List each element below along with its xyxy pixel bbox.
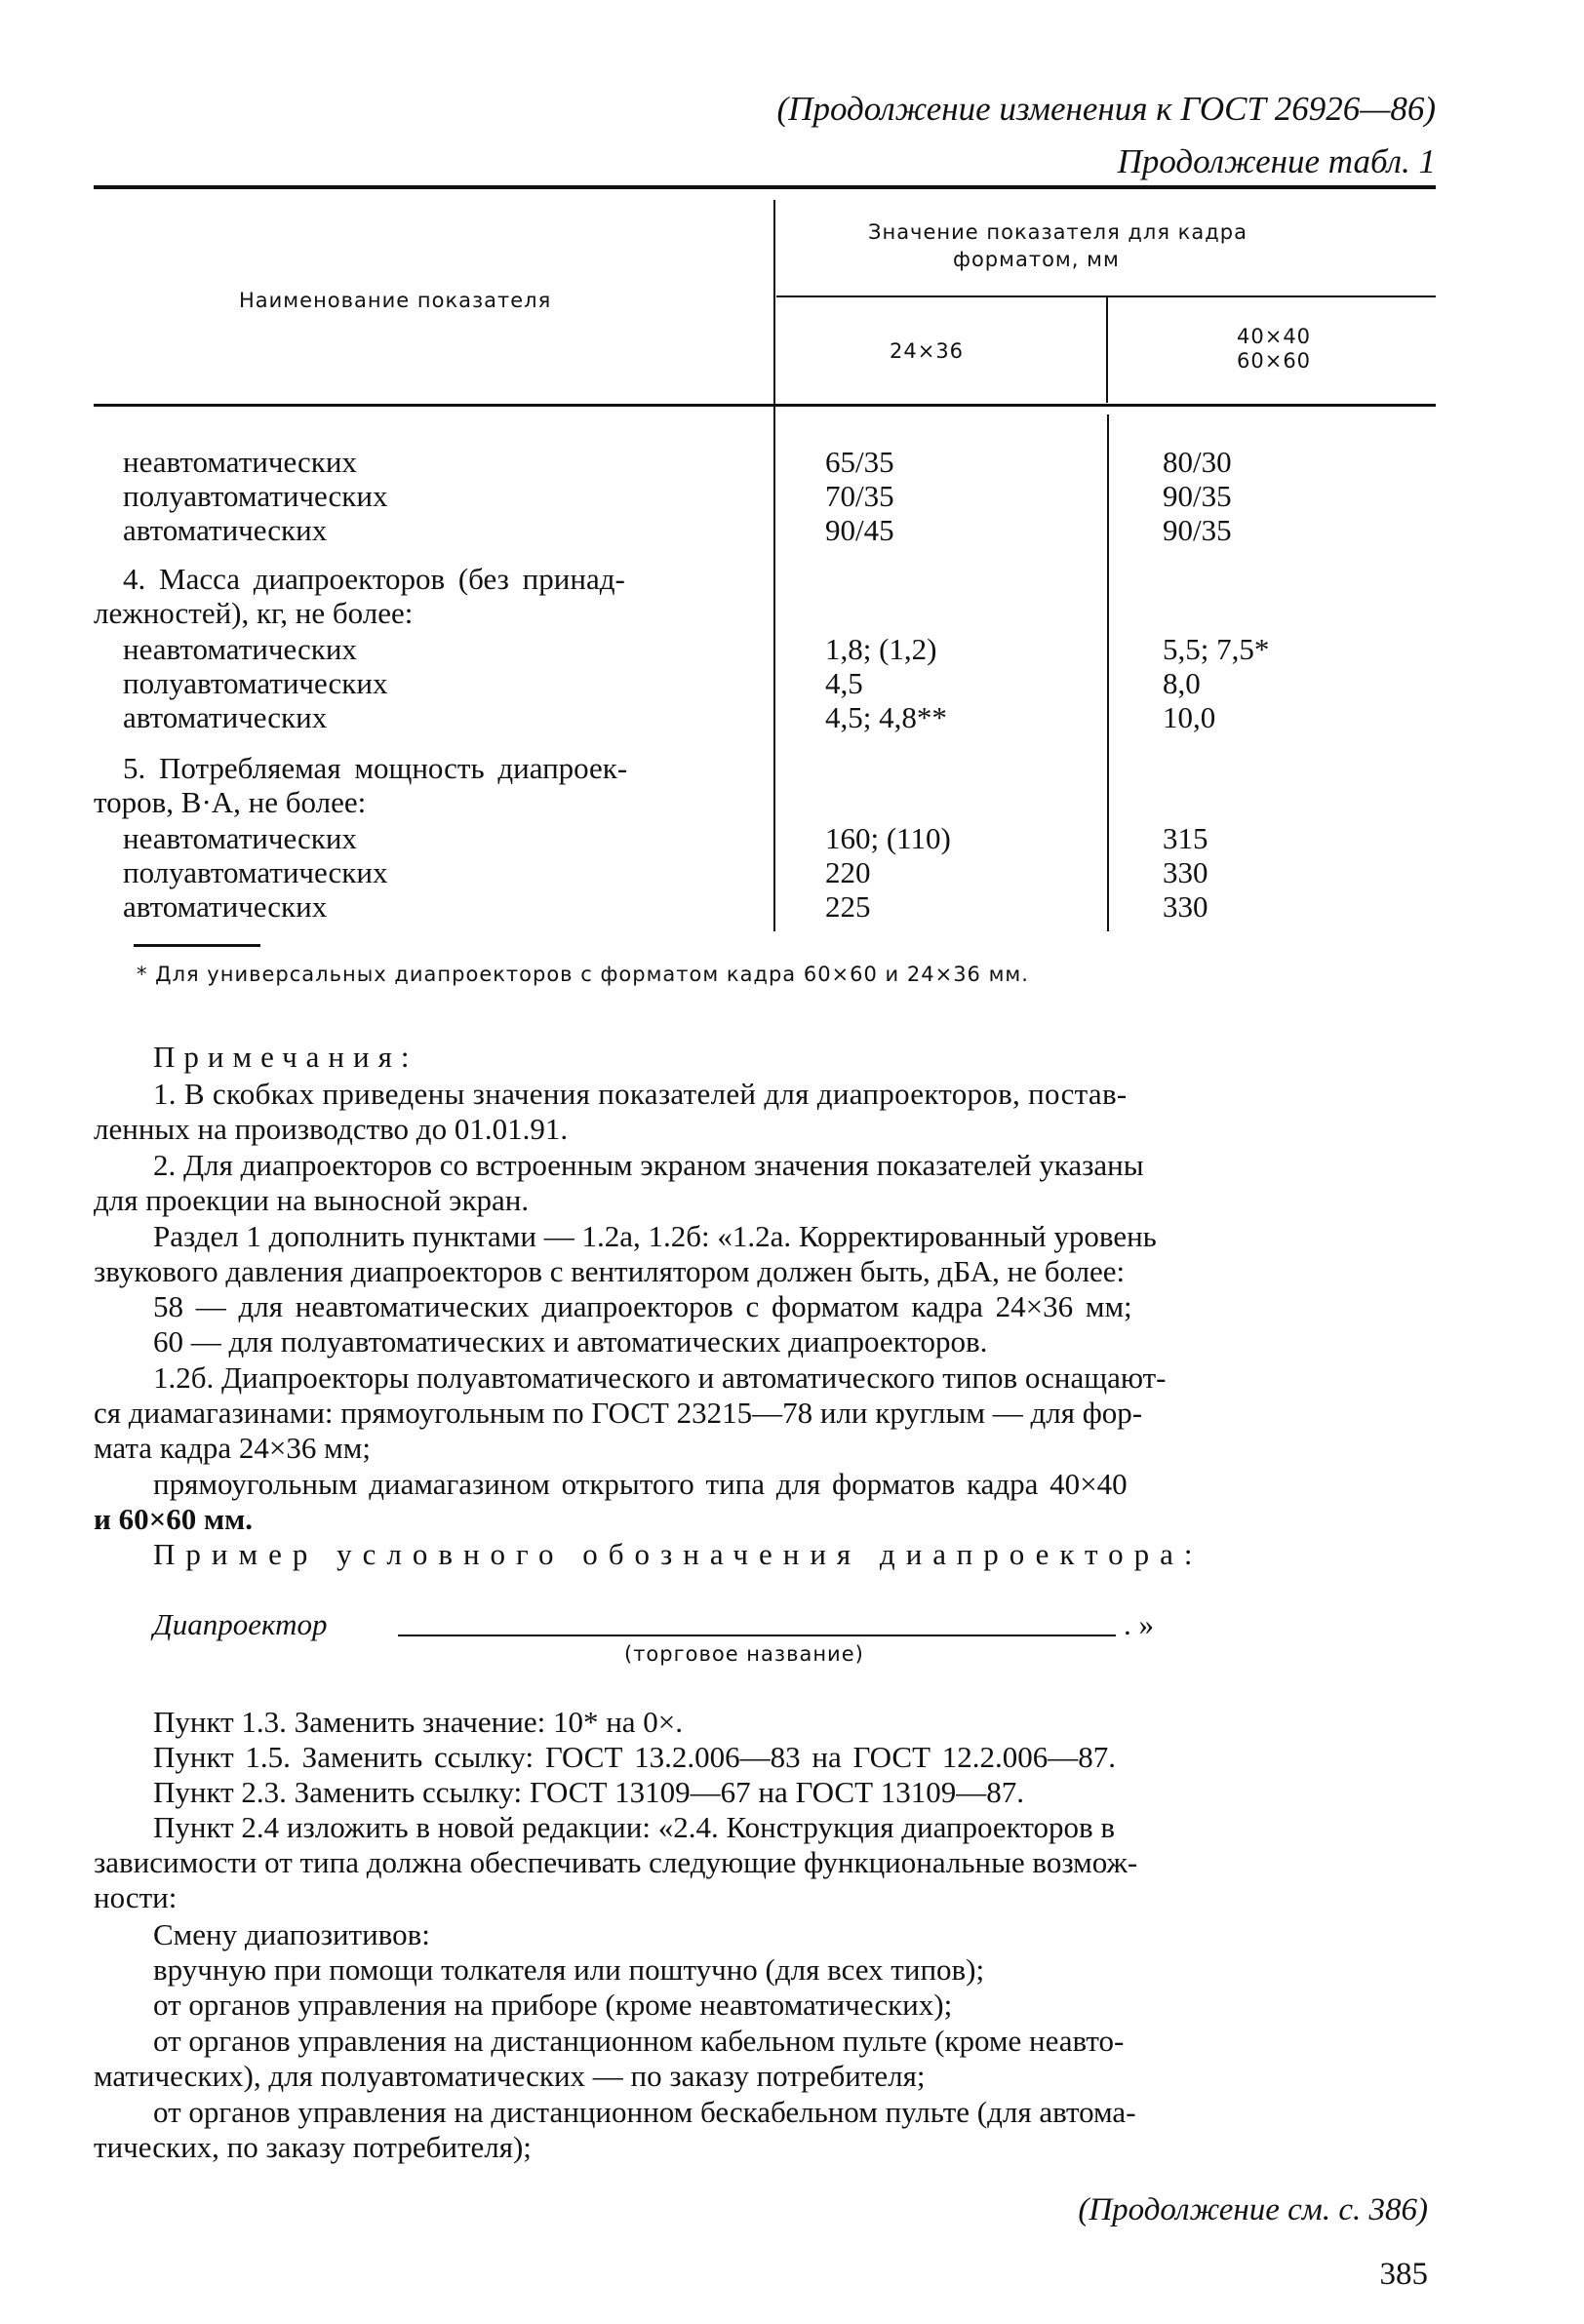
- table-top-rule: [94, 185, 1436, 189]
- col-40x40-header-line2: 60×60: [1237, 349, 1312, 373]
- body-text: вручную при помощи толкателя или поштучно (для всех типов);: [153, 1952, 985, 1987]
- continued-label: (Продолжение см. с. 386): [1078, 2192, 1428, 2227]
- body-text: и 60×60 мм.: [94, 1502, 254, 1536]
- body-text: ся диамагазинами: прямоугольным по ГОСТ 23215—78 или круглым — для фор-: [94, 1396, 1143, 1430]
- body-text: Пункт 2.4 изложить в новой редакции: «2.4. Конструкция диапроекторов в: [153, 1810, 1115, 1844]
- designation-end: . »: [1124, 1607, 1154, 1641]
- table-header-bottom-rule: [94, 404, 1436, 407]
- body-text: 58 — для неавтоматических диапроекторов с форматом кадра 24×36 мм;: [153, 1289, 1132, 1323]
- note-2-line2: для проекции на выносной экран.: [94, 1183, 530, 1217]
- table-row: лежностей), кг, не более:: [94, 596, 414, 630]
- table-row: полуавтоматических: [123, 479, 388, 513]
- designation-word: Диапроектор: [153, 1607, 328, 1641]
- body-text: Раздел 1 дополнить пунктами — 1.2а, 1.2б: «1.2а. Корректированный уровень: [153, 1219, 1157, 1253]
- table-cell: 8,0: [1163, 666, 1201, 700]
- body-text: звукового давления диапроекторов с вентилятором должен быть, дБА, не более:: [94, 1254, 1126, 1288]
- table-cell: 225: [825, 889, 871, 924]
- table-cell: 10,0: [1163, 700, 1216, 734]
- body-text: от органов управления на приборе (кроме неавтоматических);: [153, 1988, 953, 2022]
- table-col-divider-2-body: [1107, 414, 1109, 931]
- table-cell: 90/35: [1163, 513, 1232, 547]
- body-text: тических, по заказу потребителя);: [94, 2130, 532, 2164]
- col-name-header: Наименование показателя: [239, 289, 552, 312]
- table-row: автоматических: [123, 889, 328, 924]
- table-row: неавтоматических: [123, 445, 357, 479]
- body-text: зависимости от типа должна обеспечивать следующие функциональные возмож-: [94, 1845, 1138, 1879]
- table-col-divider-1: [773, 200, 775, 931]
- table-row: автоматических: [123, 513, 328, 547]
- table-cell: 220: [825, 855, 871, 889]
- body-text: матических), для полуавтоматических — по заказу потребителя;: [94, 2059, 926, 2093]
- table-cell: 65/35: [825, 445, 894, 479]
- table-cell: 160; (110): [825, 821, 951, 855]
- table-row: полуавтоматических: [123, 855, 388, 889]
- table-cell: 80/30: [1163, 445, 1232, 479]
- designation-blank-line: [398, 1635, 1116, 1636]
- col-40x40-header-line1: 40×40: [1237, 325, 1312, 348]
- example-title: Пример условного обозначения диапроектора:: [153, 1537, 1204, 1571]
- table-cell: 315: [1163, 821, 1208, 855]
- table-footnote: * Для универсальных диапроекторов с форматом кадра 60×60 и 24×36 мм.: [137, 963, 1029, 986]
- table-row: 5. Потребляемая мощность диапроек-: [123, 751, 628, 785]
- body-text: прямоугольным диамагазином открытого типа для форматов кадра 40×40: [153, 1467, 1128, 1501]
- body-text: 1.2б. Диапроекторы полуавтоматического и автоматического типов оснащают-: [153, 1360, 1167, 1395]
- body-text: от органов управления на дистанционном кабельном пульте (кроме неавто-: [153, 2024, 1125, 2058]
- body-text: Пункт 1.3. Заменить значение: 10* на 0×.: [153, 1705, 684, 1739]
- table-cell: 1,8; (1,2): [825, 632, 937, 666]
- table-cell: 330: [1163, 889, 1208, 924]
- body-text: от органов управления на дистанционном бескабельном пульте (для автома-: [153, 2095, 1136, 2129]
- continuation-header: (Продолжение изменения к ГОСТ 26926—86): [776, 90, 1436, 128]
- body-text: ности:: [94, 1880, 178, 1914]
- table-col-divider-2: [1106, 297, 1108, 403]
- table-cell: 4,5: [825, 666, 863, 700]
- table-row: автоматических: [123, 700, 328, 734]
- col-value-header-line2: форматом, мм: [953, 248, 1120, 271]
- body-text: Смену диапозитивов:: [153, 1917, 430, 1951]
- note-1-line2: ленных на производство до 01.01.91.: [94, 1112, 569, 1146]
- note-2-line1: 2. Для диапроекторов со встроенным экраном значения показателей указаны: [153, 1148, 1144, 1182]
- table-cell: 70/35: [825, 479, 894, 513]
- designation-caption: (торговое название): [624, 1642, 864, 1666]
- col-24x36-header: 24×36: [890, 339, 965, 363]
- note-1-line1: 1. В скобках приведены значения показателей для диапроекторов, постав-: [153, 1077, 1128, 1111]
- body-text: 60 — для полуавтоматических и автоматических диапроекторов.: [153, 1324, 988, 1359]
- table-cell: 90/35: [1163, 479, 1232, 513]
- table-cell: 90/45: [825, 513, 894, 547]
- table-row: 4. Масса диапроекторов (без принад-: [123, 562, 625, 596]
- table-row: неавтоматических: [123, 821, 357, 855]
- table-row: неавтоматических: [123, 632, 357, 666]
- table-foot-rule: [134, 944, 260, 947]
- table-cell: 330: [1163, 855, 1208, 889]
- table-cell: 5,5; 7,5*: [1163, 632, 1270, 666]
- page-number: 385: [1379, 2257, 1428, 2292]
- table-row: полуавтоматических: [123, 666, 388, 700]
- notes-title: Примечания:: [153, 1040, 418, 1074]
- body-text: Пункт 2.3. Заменить ссылку: ГОСТ 13109—67 на ГОСТ 13109—87.: [153, 1775, 1025, 1809]
- col-value-header-line1: Значение показателя для кадра: [868, 220, 1247, 244]
- body-text: Пункт 1.5. Заменить ссылку: ГОСТ 13.2.006—83 на ГОСТ 12.2.006—87.: [153, 1740, 1117, 1774]
- table-continuation-label: Продолжение табл. 1: [1117, 142, 1436, 180]
- table-row: торов, В·А, не более:: [94, 785, 367, 819]
- body-text: мата кадра 24×36 мм;: [94, 1431, 372, 1465]
- table-cell: 4,5; 4,8**: [825, 700, 947, 734]
